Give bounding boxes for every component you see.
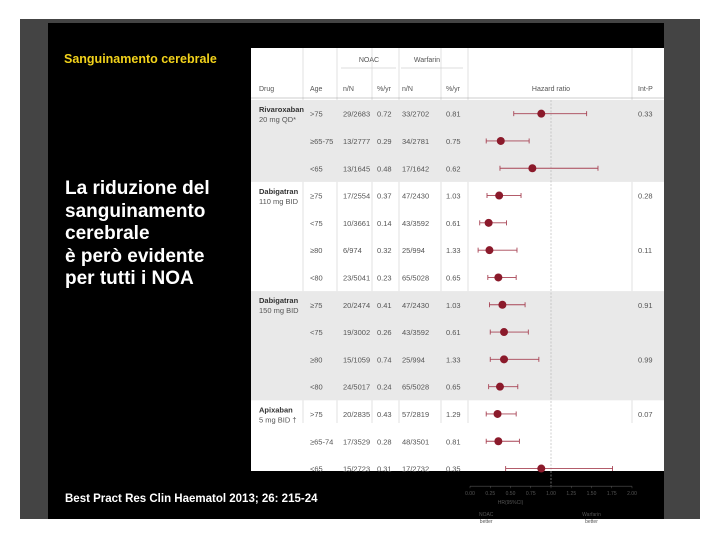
noac-rate-cell: 0.48 <box>377 164 392 174</box>
age-cell: ≥75 <box>310 300 323 310</box>
drug-name: Dabigatran <box>259 296 299 306</box>
x-tick-label: 0.00 <box>465 491 475 498</box>
noac-events-cell: 15/2723 <box>343 464 371 474</box>
age-cell: ≥75 <box>310 191 323 201</box>
column-header: n/N <box>343 86 354 93</box>
age-cell: >75 <box>310 409 323 419</box>
slide-body <box>65 178 210 291</box>
warfarin-events-cell: 17/1642 <box>402 164 430 174</box>
body-line: sanguinamento <box>65 200 206 222</box>
warfarin-rate-cell: 0.81 <box>446 109 461 119</box>
drug-dose: 110 mg BID <box>259 196 299 206</box>
hazard-ratio-point <box>494 273 502 281</box>
warfarin-events-cell: 65/5028 <box>402 273 430 283</box>
hazard-ratio-point <box>537 110 545 118</box>
noac-rate-cell: 0.29 <box>377 136 392 146</box>
noac-rate-cell: 0.32 <box>377 246 392 256</box>
warfarin-events-cell: 25/994 <box>402 246 425 256</box>
noac-rate-cell: 0.23 <box>377 273 392 283</box>
x-tick-label: 1.50 <box>586 491 597 498</box>
warfarin-rate-cell: 1.33 <box>446 355 461 365</box>
x-tick-label: 2.00 <box>627 491 637 498</box>
hazard-ratio-point <box>528 164 536 172</box>
body-line: per tutti i NOA <box>65 268 194 289</box>
hazard-ratio-point <box>485 219 493 227</box>
noac-rate-cell: 0.26 <box>377 328 392 338</box>
warfarin-rate-cell: 0.61 <box>446 328 461 338</box>
column-header: Int-P <box>638 86 653 93</box>
warfarin-events-cell: 65/5028 <box>402 382 430 392</box>
noac-rate-cell: 0.31 <box>377 464 392 474</box>
warfarin-rate-cell: 0.65 <box>446 382 461 392</box>
noac-events-cell: 24/5017 <box>343 382 371 392</box>
interaction-p-cell: 0.33 <box>638 109 653 119</box>
column-header: n/N <box>402 86 413 93</box>
hazard-ratio-point <box>500 328 508 336</box>
drug-dose: 20 mg QD* <box>259 115 297 124</box>
column-header: %/yr <box>377 86 391 93</box>
body-line: è però evidente <box>65 245 205 267</box>
forest-plot <box>251 48 664 526</box>
hazard-ratio-point <box>537 465 545 473</box>
interaction-p-cell: 0.28 <box>638 191 653 201</box>
warfarin-rate-cell: 0.65 <box>446 273 461 283</box>
column-header: Drug <box>259 86 275 93</box>
column-header: Age <box>310 86 323 93</box>
window-frame-left <box>20 21 48 519</box>
noac-events-cell: 13/2777 <box>343 136 371 146</box>
x-axis-label: HR(95%CI) <box>497 500 524 507</box>
noac-rate-cell: 0.37 <box>377 191 392 201</box>
warfarin-group-header: Warfarin <box>413 57 441 64</box>
x-tick-label: 1.25 <box>566 491 577 498</box>
column-header: Hazard ratio <box>531 86 571 93</box>
interaction-p-cell: 0.91 <box>638 300 653 310</box>
hazard-ratio-point <box>494 437 502 445</box>
warfarin-rate-cell: 1.03 <box>446 300 461 310</box>
noac-rate-cell: 0.24 <box>377 382 392 392</box>
source-citation: Best Pract Res Clin Haematol 2013; 26: 215-24 <box>65 493 318 505</box>
warfarin-events-cell: 48/3501 <box>402 437 430 447</box>
x-tick-label: 0.25 <box>485 491 496 498</box>
noac-rate-cell: 0.72 <box>377 109 392 119</box>
interaction-p-cell: 0.99 <box>638 355 653 365</box>
warfarin-events-cell: 47/2430 <box>402 300 430 310</box>
x-tick-label: 0.75 <box>525 491 536 498</box>
warfarin-rate-cell: 1.33 <box>446 246 461 256</box>
age-cell: <65 <box>310 164 323 174</box>
hazard-ratio-point <box>497 137 505 145</box>
warfarin-rate-cell: 0.61 <box>446 218 461 228</box>
drug-name: Dabigatran <box>259 186 299 196</box>
drug-name: Apixaban <box>259 405 293 415</box>
hazard-ratio-point <box>495 192 503 200</box>
warfarin-events-cell: 43/3592 <box>402 328 430 338</box>
body-line: La riduzione del <box>65 178 210 199</box>
forest-plot-figure <box>251 48 664 526</box>
warfarin-events-cell: 47/2430 <box>402 191 430 201</box>
warfarin-rate-cell: 0.75 <box>446 136 461 146</box>
age-cell: <75 <box>310 218 323 228</box>
warfarin-rate-cell: 1.03 <box>446 191 461 201</box>
drug-name: Rivaroxaban <box>259 105 305 114</box>
noac-events-cell: 29/2683 <box>343 109 371 119</box>
warfarin-events-cell: 57/2819 <box>402 409 430 419</box>
noac-rate-cell: 0.14 <box>377 218 392 228</box>
noac-rate-cell: 0.43 <box>377 409 392 419</box>
noac-events-cell: 10/3661 <box>343 218 371 228</box>
interaction-p-cell: 0.11 <box>638 246 653 256</box>
hazard-ratio-point <box>498 301 506 309</box>
hazard-ratio-point <box>494 410 502 418</box>
noac-events-cell: 6/974 <box>343 246 362 256</box>
noac-events-cell: 20/2835 <box>343 409 371 419</box>
x-tick-label: 1.75 <box>606 491 617 498</box>
warfarin-rate-cell: 0.35 <box>446 464 461 474</box>
age-cell: <65 <box>310 464 323 474</box>
window-frame-right <box>664 21 700 519</box>
warfarin-better-label: Warfarin <box>582 512 601 519</box>
interaction-p-cell: 0.07 <box>638 409 653 419</box>
warfarin-events-cell: 34/2781 <box>402 136 430 146</box>
warfarin-better-label: better <box>585 519 598 526</box>
column-header: %/yr <box>446 86 460 93</box>
age-cell: ≥80 <box>310 246 323 256</box>
noac-rate-cell: 0.41 <box>377 300 392 310</box>
noac-rate-cell: 0.28 <box>377 437 392 447</box>
noac-events-cell: 15/1059 <box>343 355 371 365</box>
noac-events-cell: 17/3529 <box>343 437 371 447</box>
noac-group-header: NOAC <box>358 57 380 64</box>
warfarin-events-cell: 25/994 <box>402 355 425 365</box>
hazard-ratio-point <box>485 246 493 254</box>
hazard-ratio-point <box>500 355 508 363</box>
noac-events-cell: 17/2554 <box>343 191 371 201</box>
age-cell: <75 <box>310 328 323 338</box>
slide-title: Sanguinamento cerebrale <box>64 52 217 66</box>
warfarin-events-cell: 33/2702 <box>402 109 430 119</box>
drug-dose: 150 mg BID <box>259 306 299 316</box>
age-cell: ≥65-74 <box>310 437 334 447</box>
noac-events-cell: 20/2474 <box>343 300 371 310</box>
age-cell: ≥65-75 <box>310 136 334 146</box>
warfarin-events-cell: 17/2732 <box>402 464 430 474</box>
warfarin-rate-cell: 1.29 <box>446 409 461 419</box>
age-cell: <80 <box>310 382 323 392</box>
noac-events-cell: 13/1645 <box>343 164 371 174</box>
age-cell: >75 <box>310 109 323 119</box>
warfarin-rate-cell: 0.81 <box>446 437 461 447</box>
noac-better-label: better <box>479 519 493 526</box>
warfarin-rate-cell: 0.62 <box>446 164 461 174</box>
noac-better-label: NOAC <box>478 512 494 519</box>
age-cell: ≥80 <box>310 355 323 365</box>
x-tick-label: 0.50 <box>505 491 516 498</box>
drug-dose: 5 mg BID † <box>259 415 297 425</box>
age-cell: <80 <box>310 273 323 283</box>
noac-rate-cell: 0.74 <box>377 355 392 365</box>
hazard-ratio-point <box>496 383 504 391</box>
body-line: cerebrale <box>65 223 150 244</box>
noac-events-cell: 23/5041 <box>343 273 371 283</box>
warfarin-events-cell: 43/3592 <box>402 218 430 228</box>
x-tick-label: 1.00 <box>546 491 556 498</box>
noac-events-cell: 19/3002 <box>343 328 371 338</box>
